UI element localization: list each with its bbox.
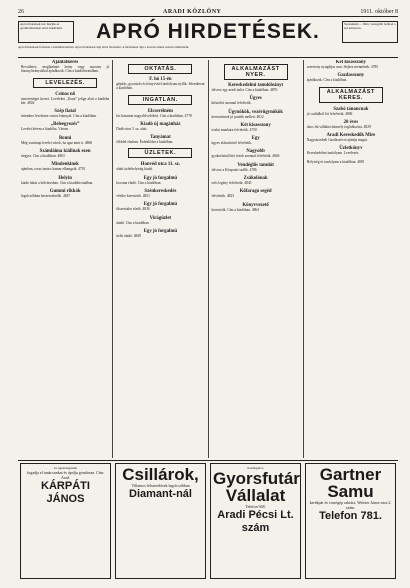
ad-body: Helyiség és tanfolyam a kiadóban. 4881 — [306, 159, 365, 164]
ad-heading: Szép fiatal — [54, 109, 76, 115]
ad-footer: KÁRPÁTI JÁNOS — [41, 480, 90, 505]
classified-ad — [21, 176, 109, 185]
ad-body: földdel eladom. Érdeklődni a kiadóban. — [116, 140, 174, 145]
intro-text: Apró hirdetések felvétele a kiadóhivatalban. Apró hirdetések díja előre fizetendő. A hirdetések díja a szavak száma szerint számíttatik. — [18, 45, 398, 58]
classified-ad — [212, 189, 300, 198]
ad-body: erős legény felvétetik. 4845 — [211, 181, 252, 186]
ad-column — [304, 60, 398, 458]
classified-ad — [212, 96, 300, 105]
ad-body: gépírás, gyorsírás és könyvvitel tanfolyam nyílik. Jelentkezni a kiadóban. — [116, 82, 205, 91]
ad-heading: Egy jó forgalmú — [143, 228, 178, 234]
ad-heading: Egy — [251, 136, 260, 142]
classified-ad — [212, 176, 300, 185]
classified-ad — [21, 60, 109, 74]
ad-heading: Virágüzlet — [149, 215, 172, 221]
classified-ad — [21, 149, 109, 158]
ad-headline: Csillárok, — [122, 465, 199, 484]
ad-heading: Kereskedelmi tanulóleányt — [228, 83, 284, 88]
ad-column — [18, 60, 113, 458]
category-heading: ALKALMAZÁST KERES. — [319, 87, 383, 103]
ad-kicker: Kerékpáros — [247, 466, 264, 470]
ad-body: okos fiú vállalna bármely foglalkozást. 4829 — [306, 124, 371, 129]
ad-body: ügyes elárusítónő felvétetik. — [211, 141, 253, 146]
ad-body: Deák-utca 3. sz. alatt. — [116, 126, 148, 131]
newspaper-name: ARADI KÖZLÖNY — [163, 9, 222, 15]
ad-body: tárgyra. Cím a kiadóban. 4863 — [21, 154, 65, 159]
classified-ad — [116, 135, 204, 144]
ad-heading: Könyvvezető — [242, 202, 269, 208]
display-ads-row — [18, 460, 398, 581]
classified-ad — [307, 107, 395, 116]
ad-columns — [18, 60, 398, 458]
ad-headline: Gyorsfutár Vállalat — [213, 469, 300, 505]
ad-footer: Diamant-nál — [129, 488, 192, 500]
category-heading: ÜZLETEK. — [128, 148, 192, 158]
ad-heading: Szénkereskedés — [144, 189, 177, 195]
ad-body: kis házamat nagyobb telekért. Cím a kiadóban. 4778 — [116, 113, 192, 118]
ad-body: jó családból fiú felvétetik. 4806 — [306, 111, 353, 116]
ad-heading: Számláima kiállnak ezen — [39, 149, 91, 155]
classified-ad — [21, 122, 109, 131]
classified-ad — [212, 83, 300, 92]
classified-ad — [116, 216, 204, 225]
ad-column — [113, 60, 208, 458]
ad-column — [209, 60, 304, 458]
ad-heading: Aradi Kereskedők Mire — [326, 133, 376, 139]
category-heading: LEVELEZÉS. — [33, 78, 97, 88]
ad-heading: Gummi rikkók — [49, 188, 81, 194]
ad-heading: Üzletkönyv — [339, 146, 363, 152]
classified-ad — [116, 189, 204, 198]
ad-body: felvesz egy aradi üzlet. Cím a kiadóban. 4876 — [211, 88, 278, 92]
ad-body: ajánlkozik. Cím a kiadóban. — [306, 78, 348, 83]
ad-heading: Szabó tanoncnak — [333, 106, 369, 112]
ad-footer: Telefon 781. — [319, 510, 382, 522]
classified-ad — [116, 229, 204, 238]
classified-ad — [21, 162, 109, 171]
ad-body: Kereskedelmi tanfolyam. Levelezés. — [306, 151, 360, 156]
ad-heading: Vendéglős tanulót — [237, 162, 274, 168]
classified-ad — [116, 122, 204, 131]
category-heading: INGATLAN. — [128, 95, 192, 105]
rates-box-left: Apró hirdetések ára: Kérjük az apróhirdetéseket előre beküldeni. — [18, 21, 74, 43]
display-ad — [20, 463, 111, 579]
ad-heading: Ügyes — [249, 96, 262, 102]
ad-heading: Zsákolónak — [243, 176, 268, 182]
ad-body: üzlet átadó. 4849 — [116, 233, 141, 238]
ad-heading: Két kisasszony — [335, 60, 366, 65]
classified-ad — [21, 92, 109, 106]
classified-ad — [116, 77, 204, 91]
ad-heading: Nagyobb — [246, 149, 265, 155]
ad-body: felvesz a Központi szálló. 4786 — [211, 167, 257, 172]
classified-ad — [21, 78, 109, 88]
display-ad — [305, 463, 396, 579]
ad-body: Villamos felszerelések legolcsóbban — [131, 483, 190, 488]
ad-heading: Ajánlatkérés — [51, 60, 79, 65]
classified-ad — [307, 73, 395, 82]
classified-ad — [212, 123, 300, 132]
classified-ad — [21, 189, 109, 198]
ad-heading: 20 éves — [343, 119, 359, 125]
issue-date: 1911. október 8 — [360, 9, 398, 15]
ad-body: gyakorlattal bíró írnok azonnal felvétetik. 4846 — [211, 154, 280, 159]
classified-ad — [116, 162, 204, 171]
display-ad — [115, 463, 206, 579]
ad-heading: „Beleegyezés” — [50, 122, 80, 128]
display-ad — [210, 463, 301, 579]
ad-body: kifutófiú azonnal felvétetik. — [211, 101, 252, 106]
classified-ad — [116, 148, 204, 158]
ad-body: keresztetnek jó jutalék mellett. 4812 — [211, 114, 264, 119]
ad-heading: F. hó 15-én — [149, 77, 172, 82]
classified-ad — [116, 202, 204, 211]
classified-ad — [116, 176, 204, 185]
classified-ad — [307, 87, 395, 103]
ad-body: felvétetik. 4823 — [211, 194, 235, 199]
section-title: APRÓ HIRDETÉSEK. — [96, 20, 320, 43]
classified-ad — [21, 136, 109, 145]
ad-body: kerestetik. Cím a kiadóban. 4864 — [211, 207, 260, 212]
ad-footer: Aradi Pécsi Lt. szám — [217, 509, 294, 534]
classified-ad — [212, 136, 300, 145]
ad-heading: Ügynökök, vezérügynökök — [228, 109, 283, 115]
ad-heading: Elcserélném — [147, 108, 173, 114]
ad-body: Még vasárnap levelet várok, ha igaz amit ír. 4868 — [21, 140, 93, 145]
classified-ad — [307, 133, 395, 142]
newspaper-page — [18, 6, 398, 582]
ad-body: átadó. Cím a kiadóban. — [116, 220, 150, 225]
classified-ad — [212, 110, 300, 119]
title-row — [18, 19, 398, 45]
category-heading: ALKALMAZÁST NYER. — [224, 64, 288, 80]
ad-body: Levelet kérem a kiadóba. Várom. — [21, 127, 70, 132]
ad-body: fogadja el tanácsunkat és ápolja gondosan. Cím: Arad. — [26, 470, 105, 480]
category-heading: OKTATÁS. — [128, 64, 192, 74]
ad-heading: Gazdasszony — [337, 73, 365, 79]
classified-ad — [116, 95, 204, 105]
ad-heading: Bonni — [58, 135, 72, 141]
ad-heading: Két kisasszony — [240, 122, 271, 128]
ad-body: alatti üzlethelyiség kiadó. — [116, 167, 154, 172]
ad-heading: Helyin — [58, 175, 72, 181]
classified-ad — [212, 149, 300, 158]
ad-body: legolcsóbban beszerezhetők. 4847 — [21, 193, 71, 198]
ad-heading: Kiadó új magánház — [140, 121, 181, 127]
ad-heading: Csinos nő — [55, 91, 76, 97]
classified-ad — [21, 109, 109, 118]
ad-body: kocsma eladó. Cím a kiadóban. — [116, 180, 162, 185]
classified-ad — [307, 160, 395, 164]
classified-ad — [116, 109, 204, 118]
ad-body: kerékpár és varrógép raktára, Weitzer János-utca 2. szám. — [309, 500, 392, 510]
ad-heading: Egy jó forgalmú — [143, 202, 178, 208]
ad-body: irodai munkára felvétetik. 4750 — [211, 127, 257, 132]
ad-heading: Kőfaragó segéd — [239, 189, 272, 195]
ad-body: Nagysárosbeli Gazdaszövet ajánlja magát. — [306, 138, 368, 143]
ad-body: Becsületes, megbízható leány vagy asszony jó bizonyítványokkal ajánlkozik. Cím a kiadóhivatalban. — [21, 65, 110, 74]
ad-body: fűszerüzlet eladó. 4830 — [116, 207, 150, 212]
classified-ad — [307, 146, 395, 155]
ad-heading: Honvéd utca 11. sz. — [140, 162, 181, 168]
classified-ad — [307, 120, 395, 129]
ad-body: vételre kerestetik. 4831 — [116, 194, 150, 199]
ad-heading: Egy jó forgalmú — [143, 175, 178, 181]
classified-ad — [212, 163, 300, 172]
ad-body: szereteny nyugdíjas urat, férjhez mennének. 4785 — [306, 65, 379, 69]
ad-body: ajánlom, rossz tanács hamar elhangzik. 4791 — [21, 167, 86, 172]
page-header — [18, 6, 398, 17]
ad-kicker: Jó egészségének — [53, 466, 78, 470]
ad-body: ismeretséget keresi. Leveleket „Ilona” jelige alatt a kiadóba kér. 4802 — [21, 96, 110, 105]
ad-heading: Mindenkinek — [51, 162, 79, 168]
ad-headline: Gartner Samu — [319, 465, 382, 501]
rates-box-right: Szavanként ... fillér, vastagabb betűvel a szó kétszeres. — [342, 21, 398, 43]
ad-heading: Tanyámat — [150, 135, 171, 141]
ad-body: kiadó lakás a belvárosban. Cím a kiadóhivatalban. — [21, 180, 94, 185]
ad-body: Telefon 948. — [245, 504, 266, 509]
ad-body: úriember levelezne csinos leánnyal. Cím a kiadóban. — [21, 114, 97, 119]
classified-ad — [307, 60, 395, 69]
page-number: 26 — [18, 9, 24, 15]
classified-ad — [212, 203, 300, 212]
